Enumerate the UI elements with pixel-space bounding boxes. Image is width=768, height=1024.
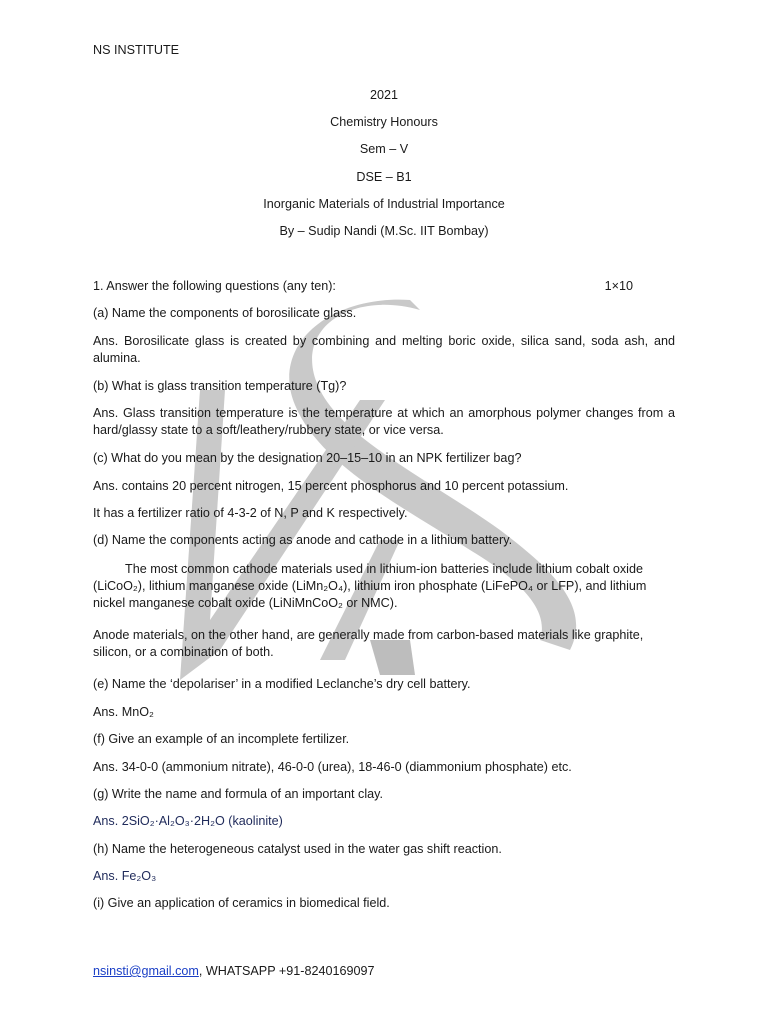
contact-footer	[93, 963, 374, 980]
exam-year: 2021	[369, 88, 399, 102]
answer-c-line2: It has a fertilizer ratio of 4-3-2 of N, P and K respectively.	[93, 506, 408, 520]
question-e: (e) Name the ‘depolariser’ in a modified Leclanche’s dry cell battery.	[93, 677, 471, 691]
question-c: (c) What do you mean by the designation 20–15–10 in an NPK fertilizer bag?	[93, 451, 522, 465]
answer-d-anode: Anode materials, on the other hand, are generally made from carbon-based materials like graphite, silicon, or a combination of both.	[93, 628, 644, 659]
question-f: (f) Give an example of an incomplete fertilizer.	[93, 732, 350, 746]
question-1-header	[93, 278, 675, 295]
whatsapp-contact: , WHATSAPP +91-8240169097	[198, 964, 375, 978]
exam-paper-code: DSE – B1	[356, 170, 412, 184]
answer-h: Ans. Fe₂O₃	[93, 869, 157, 883]
question-b: (b) What is glass transition temperature (Tg)?	[93, 379, 347, 393]
question-a: (a) Name the components of borosilicate glass.	[93, 306, 357, 320]
question-h: (h) Name the heterogeneous catalyst used in the water gas shift reaction.	[93, 842, 502, 856]
author-line: By – Sudip Nandi (M.Sc. IIT Bombay)	[279, 224, 489, 238]
email-link[interactable]: nsinsti@gmail.com	[93, 964, 199, 978]
question-g: (g) Write the name and formula of an important clay.	[93, 787, 384, 801]
answer-b: Ans. Glass transition temperature is the temperature at which an amorphous polymer changes from a hard/glassy state to a soft/leathery/rubbery state, or vice versa.	[93, 406, 675, 437]
answer-f: Ans. 34-0-0 (ammonium nitrate), 46-0-0 (urea), 18-46-0 (diammonium phosphate) etc.	[93, 760, 572, 774]
answer-g: Ans. 2SiO₂·Al₂O₃·2H₂O (kaolinite)	[93, 814, 283, 828]
answer-a: Ans. Borosilicate glass is created by combining and melting boric oxide, silica sand, soda ash, and alumina.	[93, 334, 675, 365]
exam-subject: Chemistry Honours	[330, 115, 438, 129]
answer-d-cathode: The most common cathode materials used in lithium-ion batteries include lithium cobalt oxide (LiCoO₂), lithium manganese oxide (LiMn₂O₄), lithium iron phosphate (LiFePO₄ or LFP), and lithium nickel manganese cobalt oxide (LiNiMnCoO₂ or NMC).	[93, 562, 647, 610]
answer-e: Ans. MnO₂	[93, 705, 154, 719]
exam-semester: Sem – V	[359, 142, 409, 156]
answer-c-line1: Ans. contains 20 percent nitrogen, 15 percent phosphorus and 10 percent potassium.	[93, 479, 569, 493]
question-1-marks: 1×10	[604, 279, 633, 293]
question-d: (d) Name the components acting as anode and cathode in a lithium battery.	[93, 533, 513, 547]
question-i: (i) Give an application of ceramics in biomedical field.	[93, 896, 390, 910]
question-1-instruction: 1. Answer the following questions (any ten):	[93, 279, 336, 293]
course-title: Inorganic Materials of Industrial Importance	[263, 197, 505, 211]
institute-header: NS INSTITUTE	[93, 43, 180, 57]
